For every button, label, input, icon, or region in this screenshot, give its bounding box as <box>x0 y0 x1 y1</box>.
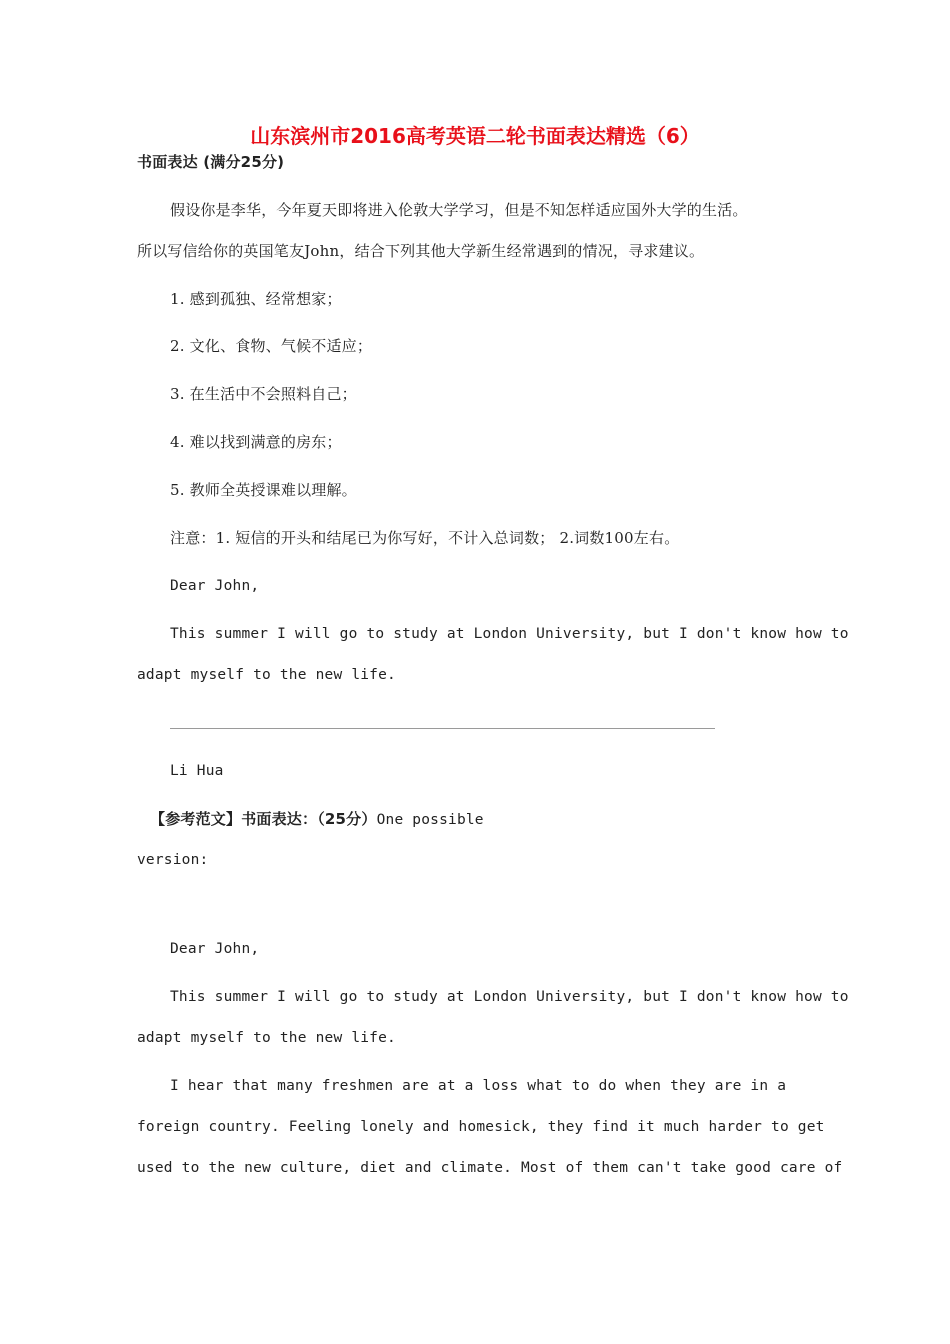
requirement-item-5: 5. 教师全英授课难以理解。 <box>170 481 357 499</box>
reference-p2-line-3: used to the new culture, diet and climate. Most of them can't take good care of <box>137 1160 843 1176</box>
letter-greeting: Dear John, <box>170 578 260 594</box>
letter-opening-line-2: adapt myself to the new life. <box>137 667 396 683</box>
prompt-line-2: 所以写信给你的英国笔友John，结合下列其他大学新生经常遇到的情况，寻求建议。 <box>137 242 705 260</box>
reference-version-label: One possible <box>376 812 484 828</box>
requirement-item-1: 1. 感到孤独、经常想家； <box>170 290 342 308</box>
reference-section-label: 书面表达：（25分） <box>241 810 377 828</box>
prompt-line-1: 假设你是李华，今年夏天即将进入伦敦大学学习，但是不知怎样适应国外大学的生活。 <box>170 201 748 219</box>
section-heading: 书面表达 (满分25分) <box>137 153 285 171</box>
reference-p2-line-2: foreign country. Feeling lonely and homesick, they find it much harder to get <box>137 1119 825 1135</box>
reference-p1-line-2: adapt myself to the new life. <box>137 1030 396 1046</box>
document-title: 山东滨州市2016高考英语二轮书面表达精选（6） <box>250 124 700 148</box>
letter-signature: Li Hua <box>170 763 224 779</box>
letter-opening-line-1: This summer I will go to study at London University, but I don't know how to <box>170 626 849 642</box>
requirement-item-2: 2. 文化、食物、气候不适应； <box>170 337 373 355</box>
reference-label <box>150 809 484 830</box>
note-line: 注意：1. 短信的开头和结尾已为你写好，不计入总词数； 2.词数100左右。 <box>170 529 680 547</box>
requirement-item-3: 3. 在生活中不会照料自己； <box>170 385 357 403</box>
requirement-item-4: 4. 难以找到满意的房东； <box>170 433 342 451</box>
answer-blank-line <box>170 728 715 729</box>
reference-version-cont: version: <box>137 852 209 868</box>
reference-p2-line-1: I hear that many freshmen are at a loss what to do when they are in a <box>170 1078 787 1094</box>
reference-greeting: Dear John, <box>170 941 260 957</box>
reference-p1-line-1: This summer I will go to study at London University, but I don't know how to <box>170 989 849 1005</box>
reference-bracket-label: 【参考范文】 <box>150 810 242 828</box>
